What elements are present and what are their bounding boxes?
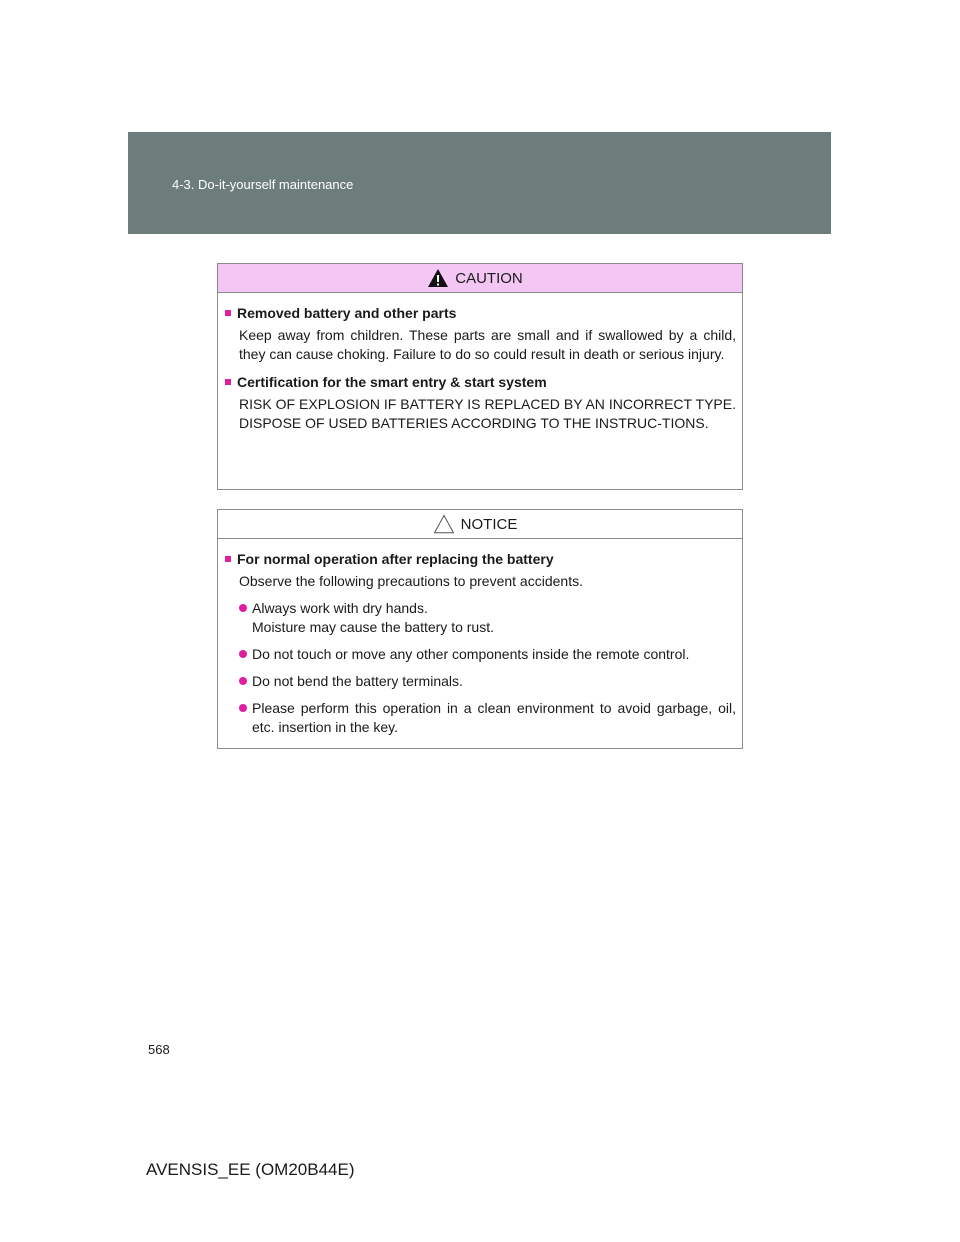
notice-box [217,509,743,749]
caution-section-removed-battery [224,304,736,364]
caution-box [217,263,743,490]
section-heading: For normal operation after replacing the battery [237,551,554,567]
notice-header [218,510,742,539]
square-bullet-icon [225,556,231,562]
caution-heading: CAUTION [455,269,523,287]
circle-bullet-icon [239,704,247,712]
section-text: Observe the following precautions to prevent accidents. [239,573,583,589]
warning-icon [427,268,449,288]
notice-body [218,539,742,737]
caution-body [218,293,742,433]
list-item: Do not touch or move any other components inside the remote control. [239,645,736,664]
circle-bullet-icon [239,604,247,612]
notice-section-normal-operation [224,550,736,737]
notice-warning-icon [433,514,455,534]
chapter-header-band [128,132,831,234]
list-item: Always work with dry hands. Moisture may cause the battery to rust. [239,599,736,637]
list-item: Please perform this operation in a clean environment to avoid garbage, oil, etc. insertion in the key. [239,699,736,737]
notice-heading: NOTICE [460,515,518,533]
section-title: 4-3. Do-it-yourself maintenance [172,177,354,192]
circle-bullet-icon [239,677,247,685]
page-number: 568 [148,1042,170,1057]
section-text: Keep away from children. These parts are small and if swallowed by a child, they can cause choking. Failure to do so could result in death or serious injury. [239,327,736,362]
section-text: RISK OF EXPLOSION IF BATTERY IS REPLACED BY AN INCORRECT TYPE. DISPOSE OF USED BATTERIES ACCORDING TO THE INSTRUC-TIONS. [239,396,736,431]
section-heading: Certification for the smart entry & start system [237,374,547,390]
list-item: Do not bend the battery terminals. [239,672,736,691]
square-bullet-icon [225,379,231,385]
model-code: AVENSIS_EE (OM20B44E) [146,1160,355,1179]
caution-section-certification [224,373,736,433]
section-heading: Removed battery and other parts [237,305,457,321]
circle-bullet-icon [239,650,247,658]
caution-header [218,264,742,293]
square-bullet-icon [225,310,231,316]
